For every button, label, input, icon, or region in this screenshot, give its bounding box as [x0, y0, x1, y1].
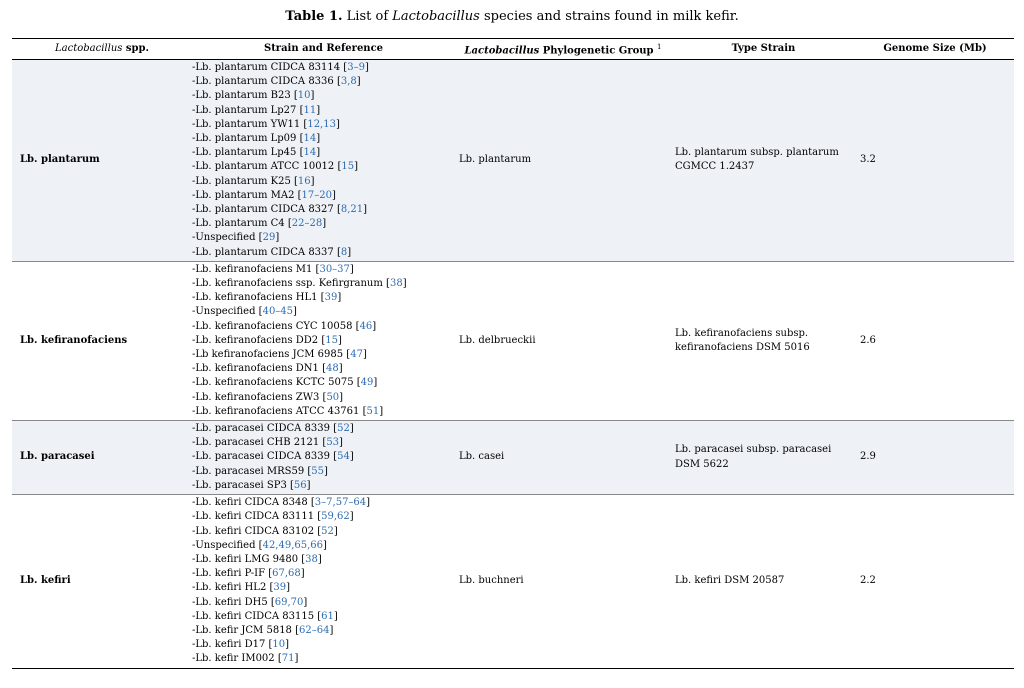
reference-link[interactable]: 29: [262, 232, 276, 244]
strain-name: -Lb. kefiranofaciens DD2 [: [192, 334, 326, 346]
reference-bracket: ]: [329, 624, 334, 636]
table-body: [12, 60, 1014, 669]
reference-bracket: ]: [339, 437, 343, 449]
strain-name: -Lb. kefiranofaciens ATCC 43761 [: [192, 405, 367, 417]
strain-item: [192, 160, 455, 174]
strain-name: -Lb. kefiranofaciens M1 [: [192, 263, 320, 275]
strain-item: [192, 567, 455, 581]
reference-link[interactable]: 42,49,65,66: [262, 539, 324, 551]
strain-name: -Lb. plantarum ATCC 10012 [: [192, 161, 342, 173]
strain-item: [192, 450, 455, 464]
reference-link[interactable]: 10: [272, 639, 286, 651]
strain-name: -Lb. kefiri CIDCA 8348 [: [192, 497, 315, 509]
reference-link[interactable]: 50: [326, 391, 340, 403]
reference-bracket: ]: [324, 465, 328, 477]
genome-size-cell: 2.6: [856, 261, 1014, 420]
reference-bracket: ]: [349, 423, 354, 435]
strain-name: -Lb. kefiri P-IF [: [192, 568, 273, 580]
strain-name: -Lb. kefiri CIDCA 83102 [: [192, 525, 322, 537]
reference-link[interactable]: 14: [303, 133, 317, 145]
reference-bracket: ]: [338, 363, 343, 375]
reference-link[interactable]: 53: [326, 437, 340, 449]
strain-item: [192, 362, 455, 376]
table-row: [12, 60, 1014, 262]
strain-name: -Lb. paracasei MRS59 [: [192, 465, 312, 477]
strain-list-cell: [192, 60, 455, 262]
reference-bracket: ]: [316, 147, 321, 159]
strain-item: [192, 553, 455, 567]
reference-link[interactable]: 3–9: [347, 62, 365, 73]
reference-link[interactable]: 15: [341, 161, 355, 173]
strain-item: [192, 638, 455, 652]
strain-name: -Lb. plantarum CIDCA 83114 [: [192, 62, 348, 73]
reference-link[interactable]: 54: [337, 451, 350, 463]
reference-bracket: ]: [275, 232, 280, 244]
strain-name: -Lb. plantarum C4 [: [192, 218, 292, 230]
strain-item: [192, 624, 455, 638]
reference-bracket: ]: [285, 639, 290, 651]
strain-name: -Unspecified [: [192, 306, 263, 318]
reference-bracket: ]: [294, 653, 299, 665]
type-strain-text: Lb. paracasei subsp. paracasei DSM 5622: [675, 444, 832, 470]
strain-name: -Lb. kefiri CIDCA 83115 [: [192, 610, 322, 622]
strain-item: [192, 277, 455, 291]
strain-list-cell: [192, 495, 455, 668]
strain-item: [192, 61, 455, 75]
reference-bracket: ]: [337, 334, 342, 346]
reference-link[interactable]: 47: [350, 349, 363, 361]
strain-name: -Lb. paracasei CIDCA 8339 [: [192, 423, 338, 435]
reference-link[interactable]: 71: [281, 653, 295, 665]
strain-item: [192, 436, 455, 450]
strain-item: [192, 75, 455, 89]
reference-bracket: ]: [372, 320, 377, 332]
strain-item: [192, 652, 455, 666]
strain-item: [192, 334, 455, 348]
reference-link[interactable]: 12,13: [307, 118, 336, 130]
strain-item: [192, 348, 455, 362]
strain-name: -Lb. kefiranofaciens ZW3 [: [192, 391, 327, 403]
strain-name: -Unspecified [: [192, 232, 263, 244]
strain-item: [192, 175, 455, 189]
reference-bracket: ]: [316, 104, 321, 116]
header-genome-size: Genome Size (Mb): [856, 39, 1014, 60]
strain-name: -Lb. kefir IM002 [: [192, 653, 282, 665]
reference-bracket: ]: [347, 246, 352, 258]
reference-link[interactable]: 55: [311, 465, 325, 477]
strain-name: -Lb. plantarum MA2 [: [192, 189, 302, 201]
genome-size-cell: 3.2: [856, 60, 1014, 262]
reference-link[interactable]: 3–7,57–64: [314, 497, 367, 509]
header-strain: Strain and Reference: [192, 39, 455, 60]
species-cell: Lb. plantarum: [12, 60, 192, 262]
strain-name: -Lb. kefiri D17 [: [192, 639, 273, 651]
strain-item: [192, 610, 455, 624]
reference-bracket: ]: [333, 610, 338, 622]
reference-bracket: ]: [364, 62, 369, 73]
reference-link[interactable]: 38: [305, 553, 318, 565]
reference-bracket: ]: [373, 377, 378, 389]
reference-bracket: ]: [322, 218, 327, 230]
species-cell: Lb. kefiri: [12, 495, 192, 668]
reference-bracket: ]: [366, 497, 371, 509]
strain-name: -Lb. paracasei SP3 [: [192, 479, 294, 491]
reference-bracket: ]: [306, 479, 311, 491]
strain-name: -Lb kefiranofaciens JCM 6985 [: [192, 349, 351, 361]
genome-size-cell: 2.2: [856, 495, 1014, 668]
reference-link[interactable]: 52: [337, 423, 350, 435]
type-strain-cell: [671, 261, 856, 420]
strain-name: -Unspecified [: [192, 539, 263, 551]
strain-name: -Lb. plantarum K25 [: [192, 175, 298, 187]
strain-item: [192, 479, 455, 493]
header-phylogenetic-group: Lactobacillus Phylogenetic Group $^1$: [455, 39, 671, 60]
header-species: Lactobacillus spp.: [12, 39, 192, 60]
strain-name: -Lb. plantarum YW11 [: [192, 118, 308, 130]
reference-bracket: ]: [402, 278, 407, 290]
reference-bracket: ]: [323, 539, 327, 551]
strain-item: [192, 203, 455, 217]
strain-item: [192, 525, 455, 539]
strain-name: -Lb. plantarum Lp45 [: [192, 147, 304, 159]
type-strain-cell: [671, 60, 856, 262]
phylogenetic-group-cell: Lb. casei: [455, 421, 671, 495]
reference-link[interactable]: 39: [324, 292, 338, 304]
reference-bracket: ]: [310, 175, 315, 187]
strain-item: [192, 510, 455, 524]
reference-link[interactable]: 11: [303, 104, 317, 116]
strain-item: [192, 231, 455, 245]
type-strain-text: Lb. plantarum subsp. plantarum CGMCC 1.2437: [675, 147, 839, 173]
reference-link[interactable]: 38: [389, 278, 403, 290]
table-row: [12, 261, 1014, 420]
strain-item: [192, 405, 455, 419]
reference-bracket: ]: [349, 451, 354, 463]
reference-bracket: ]: [300, 568, 305, 580]
caption-text-italic: Lactobacillus: [392, 9, 480, 24]
reference-link[interactable]: 51: [366, 405, 380, 417]
type-strain-text: Lb. kefiranofaciens subsp. kefiranofaciens DSM 5016: [675, 327, 810, 353]
phylogenetic-group-cell: Lb. delbrueckii: [455, 261, 671, 420]
reference-bracket: ]: [349, 263, 354, 275]
strain-item: [192, 376, 455, 390]
reference-link[interactable]: 49: [360, 377, 374, 389]
strain-name: -Lb. kefiri DH5 [: [192, 596, 275, 608]
strain-item: [192, 291, 455, 305]
strain-name: -Lb. kefiri LMG 9480 [: [192, 553, 306, 565]
strain-item: [192, 305, 455, 319]
reference-link[interactable]: 59,62: [321, 511, 350, 523]
strain-item: [192, 246, 455, 260]
species-cell: Lb. paracasei: [12, 421, 192, 495]
type-strain-cell: [671, 421, 856, 495]
reference-bracket: ]: [349, 511, 354, 523]
reference-link[interactable]: 67,68: [272, 568, 301, 580]
strain-item: [192, 132, 455, 146]
reference-link[interactable]: 62–64: [299, 624, 330, 636]
strain-list-cell: [192, 421, 455, 495]
reference-link[interactable]: 8: [340, 246, 348, 258]
strain-name: -Lb. plantarum CIDCA 8337 [: [192, 246, 341, 258]
strain-name: -Lb. plantarum B23 [: [192, 90, 298, 102]
reference-link[interactable]: 40–45: [262, 306, 294, 318]
reference-link[interactable]: 69,70: [274, 596, 304, 608]
table-row: [12, 421, 1014, 495]
type-strain-text: Lb. kefiri DSM 20587: [675, 575, 785, 587]
reference-bracket: ]: [332, 189, 336, 201]
reference-link[interactable]: 17–20: [301, 189, 332, 201]
strain-name: -Lb. kefiranofaciens DN1 [: [192, 363, 326, 375]
reference-link[interactable]: 46: [359, 320, 373, 332]
reference-bracket: ]: [317, 553, 322, 565]
species-cell: Lb. kefiranofaciens: [12, 261, 192, 420]
phylogenetic-group-cell: Lb. plantarum: [455, 60, 671, 262]
strain-item: [192, 104, 455, 118]
strain-name: -Lb. kefiri CIDCA 83111 [: [192, 511, 322, 523]
strain-item: [192, 146, 455, 160]
strain-name: -Lb. kefir JCM 5818 [: [192, 624, 299, 636]
strain-item: [192, 496, 455, 510]
table-caption: [0, 8, 1024, 26]
reference-link[interactable]: 61: [321, 610, 334, 622]
reference-bracket: ]: [354, 161, 359, 173]
reference-link[interactable]: 56: [293, 479, 307, 491]
caption-label: Table 1.: [285, 9, 343, 24]
strain-item: [192, 596, 455, 610]
strain-name: -Lb. paracasei CHB 2121 [: [192, 437, 327, 449]
reference-link[interactable]: 15: [325, 334, 338, 346]
reference-link[interactable]: 52: [321, 525, 334, 537]
reference-bracket: ]: [333, 525, 338, 537]
reference-bracket: ]: [310, 90, 315, 102]
genome-size-cell: 2.9: [856, 421, 1014, 495]
strain-name: -Lb. plantarum Lp09 [: [192, 133, 304, 145]
strain-name: -Lb. kefiranofaciens HL1 [: [192, 292, 325, 304]
reference-link[interactable]: 22–28: [291, 218, 323, 230]
strain-item: [192, 89, 455, 103]
type-strain-cell: [671, 495, 856, 668]
strain-name: -Lb. kefiranofaciens KCTC 5075 [: [192, 377, 361, 389]
reference-bracket: ]: [363, 204, 368, 216]
strain-item: [192, 320, 455, 334]
reference-bracket: ]: [293, 306, 297, 318]
strain-item: [192, 217, 455, 231]
table-header-row: [12, 39, 1014, 60]
reference-bracket: ]: [286, 582, 291, 594]
caption-text-pre: List of: [346, 9, 393, 24]
lactobacillus-table: [12, 38, 1014, 669]
strain-item: [192, 391, 455, 405]
reference-link[interactable]: 30–37: [319, 263, 350, 275]
reference-bracket: ]: [303, 596, 308, 608]
strain-name: -Lb. plantarum Lp27 [: [192, 104, 304, 116]
strain-item: [192, 118, 455, 132]
strain-name: -Lb. kefiri HL2 [: [192, 582, 274, 594]
strain-list-cell: [192, 261, 455, 420]
reference-bracket: ]: [339, 391, 344, 403]
strain-item: [192, 581, 455, 595]
reference-link[interactable]: 14: [303, 147, 317, 159]
reference-bracket: ]: [379, 405, 384, 417]
strain-item: [192, 263, 455, 277]
reference-bracket: ]: [335, 118, 340, 130]
reference-link[interactable]: 16: [297, 175, 311, 187]
strain-item: [192, 539, 455, 553]
reference-link[interactable]: 10: [297, 90, 311, 102]
strain-name: -Lb. plantarum CIDCA 8336 [: [192, 76, 341, 88]
phylogenetic-group-cell: Lb. buchneri: [455, 495, 671, 668]
strain-item: [192, 422, 455, 436]
strain-item: [192, 465, 455, 479]
strain-name: -Lb. kefiranofaciens ssp. Kefirgranum [: [192, 278, 390, 290]
reference-bracket: ]: [362, 349, 367, 361]
table-row: [12, 495, 1014, 668]
reference-bracket: ]: [316, 133, 321, 145]
strain-item: [192, 189, 455, 203]
reference-link[interactable]: 3,8: [340, 76, 357, 88]
header-type-strain: Type Strain: [671, 39, 856, 60]
strain-name: -Lb. plantarum CIDCA 8327 [: [192, 204, 341, 216]
reference-link[interactable]: 8,21: [340, 204, 364, 216]
caption-text-post: species and strains found in milk kefir.: [479, 9, 739, 24]
strain-name: -Lb. kefiranofaciens CYC 10058 [: [192, 320, 360, 332]
reference-link[interactable]: 48: [325, 363, 339, 375]
reference-link[interactable]: 39: [273, 582, 287, 594]
reference-bracket: ]: [356, 76, 361, 88]
strain-name: -Lb. paracasei CIDCA 8339 [: [192, 451, 338, 463]
reference-bracket: ]: [337, 292, 342, 304]
